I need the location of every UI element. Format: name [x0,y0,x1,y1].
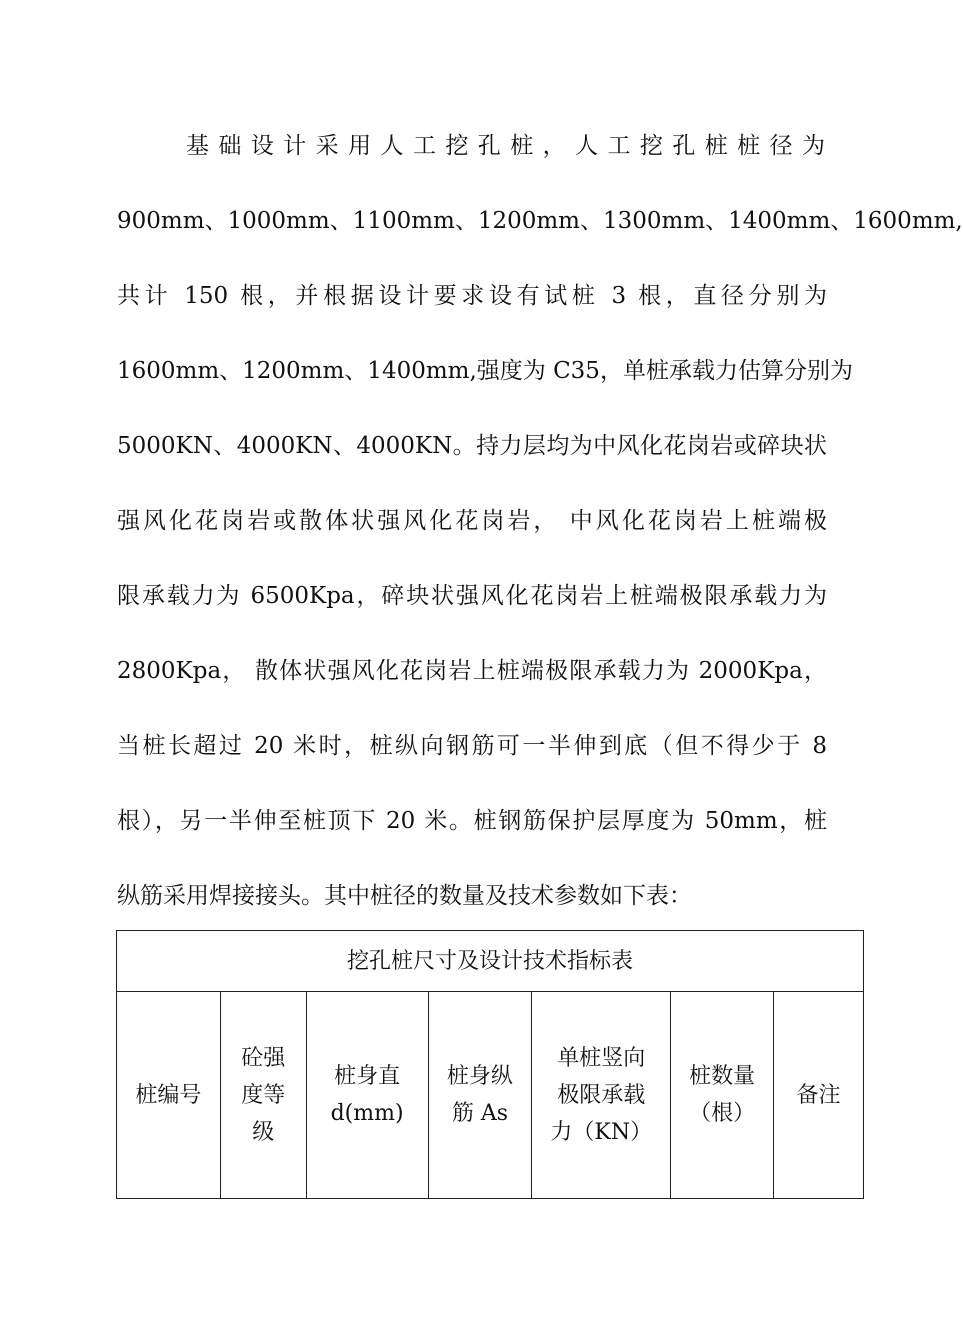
paragraph-line: 强风化花岗岩或散体状强风化花岗岩， 中风化花岗岩上桩端极 [117,508,827,534]
header-text: 备注 [796,1082,841,1108]
header-text: 度等 [241,1082,286,1108]
header-concrete-grade [220,992,306,1199]
header-text: 桩编号 [135,1082,202,1108]
header-text: 桩数量 [689,1064,756,1089]
table-header-row [117,992,864,1199]
header-text: 单桩竖向 [557,1045,646,1071]
paragraph-line: 2800Kpa， 散体状强风化花岗岩上桩端极限承载力为 2000Kpa， [117,658,827,684]
paragraph-line: 纵筋采用焊接接头。其中桩径的数量及技术参数如下表： [117,883,692,909]
header-pile-count [671,992,774,1199]
header-pile-number [117,992,221,1199]
pile-spec-table [116,930,864,1199]
header-text: d(mm) [330,1101,404,1126]
paragraph-line: 1600mm、1200mm、1400mm,强度为 C35，单桩承载力估算分别为 [117,358,853,384]
header-ultimate-capacity [532,992,671,1199]
paragraph-line: 共计 150 根，并根据设计要求设有试桩 3 根，直径分别为 [117,283,827,309]
header-text: 力（KN） [550,1119,653,1145]
header-text: 桩身直 [334,1064,401,1089]
body-paragraph [117,128,963,953]
header-text: 筋 As [451,1101,509,1126]
header-text: 砼强 [241,1045,286,1071]
header-text: 极限承载 [557,1082,646,1108]
header-text: 级 [252,1119,275,1145]
paragraph-line: 当桩长超过 20 米时，桩纵向钢筋可一半伸到底（但不得少于 8 [117,733,827,759]
paragraph-line: 限承载力为 6500Kpa，碎块状强风化花岗岩上桩端极限承载力为 [117,583,827,609]
header-remarks [774,992,864,1199]
paragraph-line: 基础设计采用人工挖孔桩，人工挖孔桩桩径为 [186,133,827,159]
header-text: （根） [689,1101,756,1126]
table-caption: 挖孔桩尺寸及设计技术指标表 [117,931,864,992]
paragraph-line: 根），另一半伸至桩顶下 20 米。桩钢筋保护层厚度为 50mm，桩 [117,808,827,834]
header-pile-diameter [306,992,428,1199]
header-longitudinal-rebar [428,992,532,1199]
header-text: 桩身纵 [446,1064,513,1089]
paragraph-line: 5000KN、4000KN、4000KN。持力层均为中风化花岗岩或碎块状 [117,433,827,459]
paragraph-line: 900mm、1000mm、1100mm、1200mm、1300mm、1400mm、1600mm, [117,208,963,234]
